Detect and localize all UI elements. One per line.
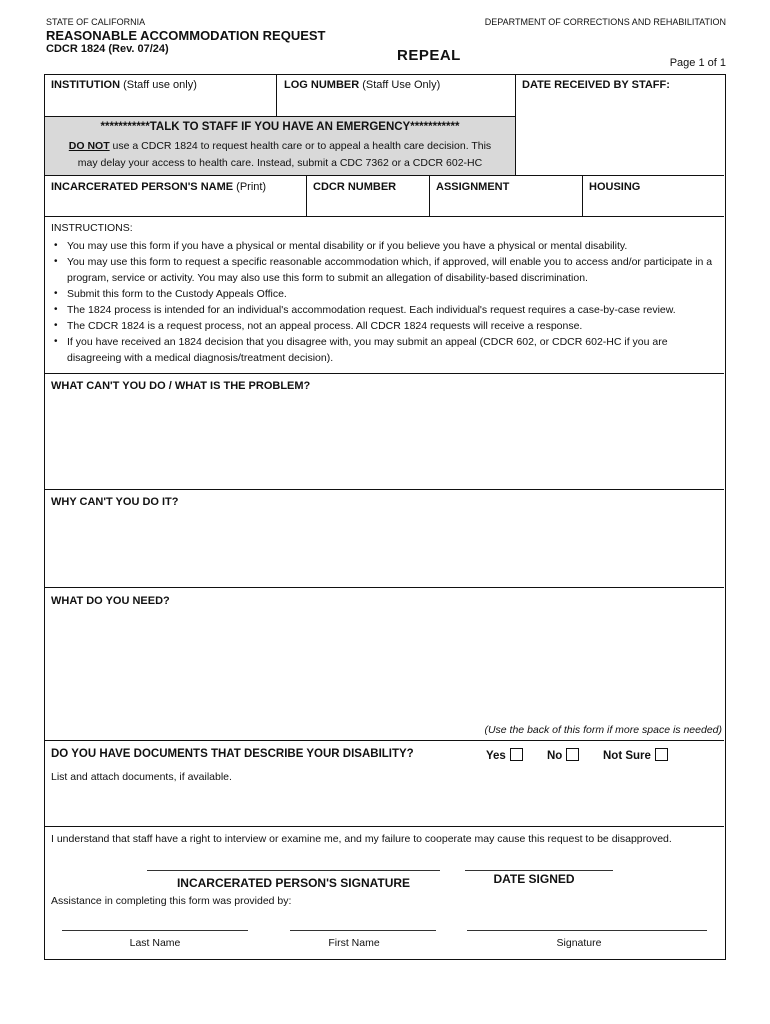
no-option[interactable]: No (547, 748, 579, 762)
emergency-line1: DO NOT use a CDCR 1824 to request health care or to appeal a health care decision. This (68, 140, 492, 152)
date-signed-line[interactable] (465, 870, 613, 871)
no-checkbox[interactable] (566, 748, 579, 761)
instruction-item: • The CDCR 1824 is a request process, not an appeal process. All CDCR 1824 requests will receive a response. (63, 318, 721, 334)
why-answer-area[interactable] (45, 511, 724, 587)
instruction-item: • If you have received an 1824 decision that you disagree with, you may submit an appeal (CDCR 602, or CDCR 602-HC if you are disagreeing with a medical diagnosis/treatment decision). (63, 334, 721, 366)
assistant-signature-label: Signature (556, 937, 602, 949)
department-label: DEPARTMENT OF CORRECTIONS AND REHABILITATION (484, 17, 726, 27)
state-label: STATE OF CALIFORNIA (46, 17, 146, 27)
emergency-line2: may delay your access to health care. Instead, submit a CDC 7362 or a CDCR 602-HC (77, 157, 483, 169)
emergency-headline: ***********TALK TO STAFF IF YOU HAVE AN EMERGENCY*********** (100, 121, 460, 133)
repeal-stamp: REPEAL (397, 47, 461, 64)
not-sure-option[interactable]: Not Sure (603, 748, 668, 762)
assistance-label: Assistance in completing this form was provided by: (51, 895, 292, 907)
date-received-field[interactable]: DATE RECEIVED BY STAFF: (522, 79, 670, 91)
instruction-item: • You may use this form to request a specific reasonable accommodation which, if approved, will enable you to access and/or participate in a program, service or activity. You may also use this form to submit an allegation of disability-based discrimination. (63, 254, 721, 286)
form-number: CDCR 1824 (Rev. 07/24) (46, 43, 169, 55)
problem-answer-area[interactable] (45, 395, 724, 489)
instruction-item: • The 1824 process is intended for an individual's accommodation request. Each individual's request requires a case-by-case review. (63, 302, 721, 318)
question-need: WHAT DO YOU NEED? (51, 595, 170, 607)
instruction-item: • Submit this form to the Custody Appeals Office. (63, 286, 721, 302)
first-name-label: First Name (328, 937, 380, 949)
instructions-list (51, 238, 721, 366)
cdcr-number-field[interactable]: CDCR NUMBER (313, 181, 397, 193)
instructions-title: INSTRUCTIONS: (51, 222, 133, 234)
documents-list-area[interactable] (45, 786, 724, 826)
log-number-field[interactable]: LOG NUMBER (Staff Use Only) (284, 79, 441, 91)
first-name-line[interactable] (290, 930, 436, 931)
question-why: WHY CAN'T YOU DO IT? (51, 496, 179, 508)
yes-option[interactable]: Yes (486, 748, 523, 762)
last-name-line[interactable] (62, 930, 248, 931)
documents-question: DO YOU HAVE DOCUMENTS THAT DESCRIBE YOUR DISABILITY? (51, 748, 414, 760)
documents-instruction: List and attach documents, if available. (51, 771, 232, 783)
instruction-item: • You may use this form if you have a physical or mental disability or if you believe you have a physical or mental disability. (63, 238, 721, 254)
cooperation-statement: I understand that staff have a right to interview or examine me, and my failure to cooperate may cause this request to be disapproved. (51, 833, 672, 845)
back-note: (Use the back of this form if more space is needed) (484, 724, 722, 736)
need-answer-area[interactable] (45, 610, 724, 720)
last-name-label: Last Name (129, 937, 181, 949)
signature-label: INCARCERATED PERSON'S SIGNATURE (176, 876, 411, 890)
form-title: REASONABLE ACCOMMODATION REQUEST (46, 28, 326, 43)
question-problem: WHAT CAN'T YOU DO / WHAT IS THE PROBLEM? (51, 380, 311, 392)
yes-checkbox[interactable] (510, 748, 523, 761)
assignment-field[interactable]: ASSIGNMENT (436, 181, 510, 193)
not-sure-checkbox[interactable] (655, 748, 668, 761)
page-number: Page 1 of 1 (669, 57, 726, 69)
name-field[interactable]: INCARCERATED PERSON'S NAME (Print) (51, 181, 267, 193)
assistant-signature-line[interactable] (467, 930, 707, 931)
institution-field[interactable]: INSTITUTION (Staff use only) (51, 79, 197, 91)
date-signed-label: DATE SIGNED (493, 872, 575, 886)
housing-field[interactable]: HOUSING (589, 181, 641, 193)
signature-line[interactable] (147, 870, 440, 871)
